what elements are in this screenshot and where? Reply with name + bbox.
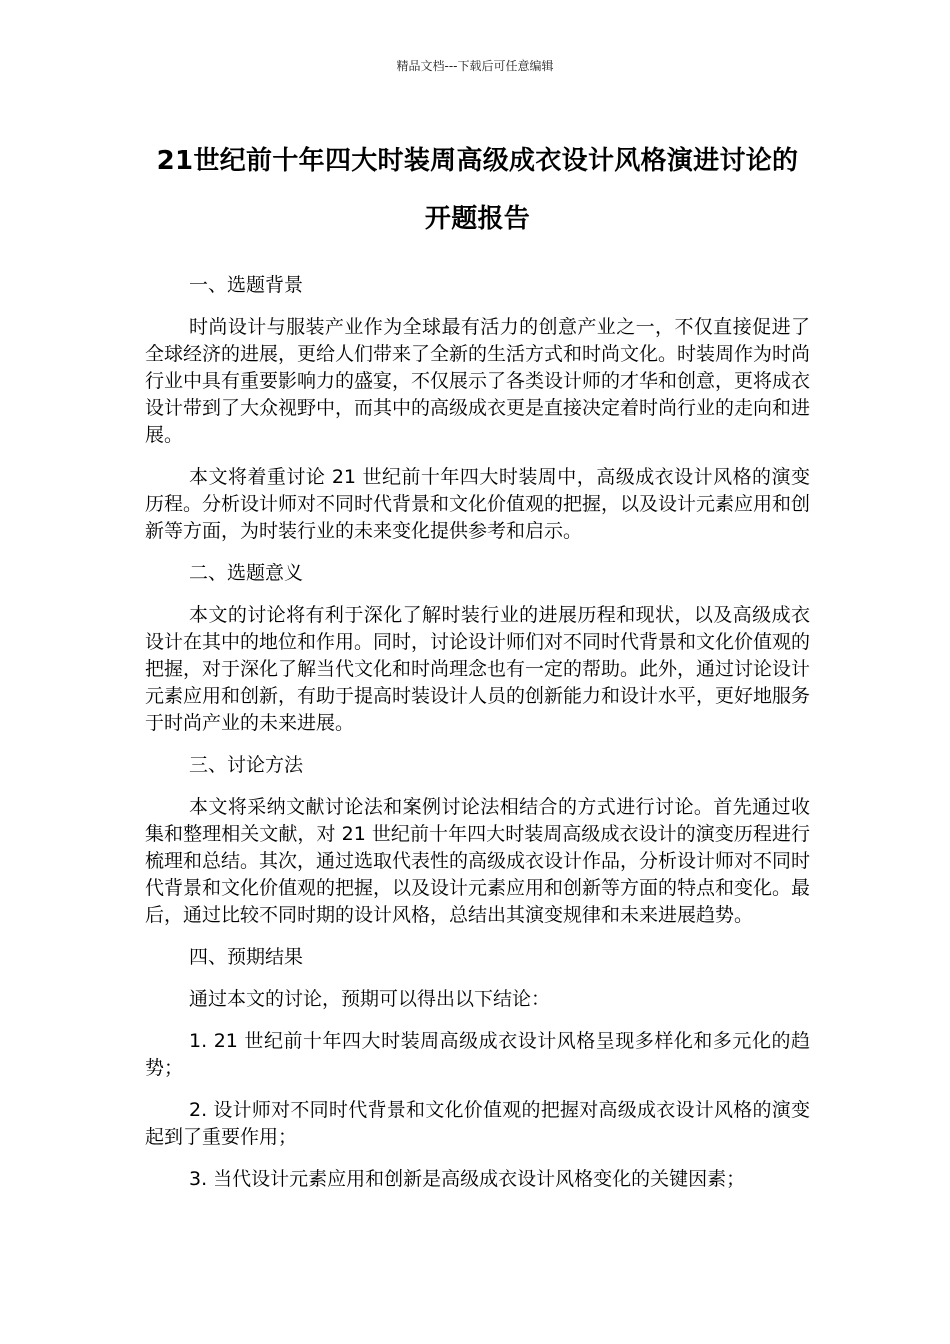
list-item-result-2: 2. 设计师对不同时代背景和文化价值观的把握对高级成衣设计风格的演变起到了重要作用； — [145, 1099, 810, 1148]
section-heading-background: 一、选题背景 — [189, 274, 304, 296]
page-title: 21世纪前十年四大时装周高级成衣设计风格演进讨论的开题报告 — [156, 146, 799, 234]
section-heading-method: 三、讨论方法 — [189, 754, 304, 776]
paragraph-method: 本文将采纳文献讨论法和案例讨论法相结合的方式进行讨论。首先通过收集和整理相关文献，对 21 世纪前十年四大时装周高级成衣设计的演变历程进行梳理和总结。其次，通过选取代表性的高级成衣设计作品，分析设计师对不同时代背景和文化价值观的把握，以及设计元素应用和创新等方面的特点和变化。最后，通过比较不同时期的设计风格，总结出其演变规律和未来进展趋势。 — [145, 796, 811, 926]
paragraph-significance: 本文的讨论将有利于深化了解时装行业的进展历程和现状，以及高级成衣设计在其中的地位和作用。同时，讨论设计师们对不同时代背景和文化价值观的把握，对于深化了解当代文化和时尚理念也有一定的帮助。此外，通过讨论设计元素应用和创新，有助于提高时装设计人员的创新能力和设计水平，更好地服务于时尚产业的未来进展。 — [145, 604, 811, 734]
list-item-result-1: 1. 21 世纪前十年四大时装周高级成衣设计风格呈现多样化和多元化的趋势； — [145, 1030, 810, 1079]
paragraph-background-2: 本文将着重讨论 21 世纪前十年四大时装周中，高级成衣设计风格的演变历程。分析设计师对不同时代背景和文化价值观的把握，以及设计元素应用和创新等方面，为时装行业的未来变化提供参考和启示。 — [145, 466, 811, 542]
document-body — [145, 272, 810, 1208]
section-heading-significance: 二、选题意义 — [189, 562, 304, 584]
header-note: 精品文档---下载后可任意编辑 — [396, 59, 554, 73]
list-item-result-3: 3. 当代设计元素应用和创新是高级成衣设计风格变化的关键因素； — [189, 1168, 746, 1190]
section-heading-expected-results: 四、预期结果 — [189, 946, 304, 968]
paragraph-results-intro: 通过本文的讨论，预期可以得出以下结论： — [189, 988, 551, 1010]
paragraph-background-1: 时尚设计与服装产业作为全球最有活力的创意产业之一，不仅直接促进了全球经济的进展，更给人们带来了全新的生活方式和时尚文化。时装周作为时尚行业中具有重要影响力的盛宴，不仅展示了各类设计师的才华和创意，更将成衣设计带到了大众视野中，而其中的高级成衣更是直接决定着时尚行业的走向和进展。 — [145, 316, 811, 446]
